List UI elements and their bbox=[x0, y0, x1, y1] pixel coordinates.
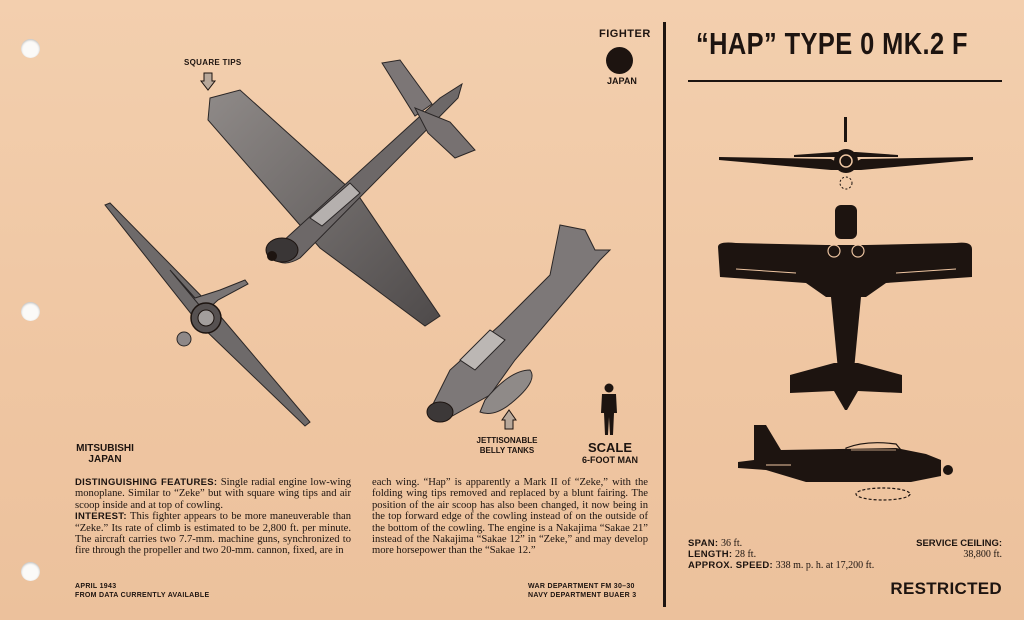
silhouette-side-view bbox=[736, 420, 956, 505]
span-label: SPAN: bbox=[688, 538, 719, 549]
square-tips-label: SQUARE TIPS bbox=[184, 58, 242, 67]
text-column-1 bbox=[75, 477, 351, 557]
text-column-2 bbox=[372, 477, 648, 557]
up-arrow-icon bbox=[500, 408, 518, 430]
title-rule bbox=[688, 80, 1002, 82]
speed-value: 338 m. p. h. at 17,200 ft. bbox=[775, 560, 875, 571]
spec-length bbox=[688, 549, 874, 560]
scale-subtitle: 6-FOOT MAN bbox=[582, 455, 638, 465]
spec-ceiling bbox=[880, 538, 1002, 560]
scale-label bbox=[575, 441, 645, 465]
hinomaru-roundel bbox=[606, 47, 633, 74]
nationality-label: JAPAN bbox=[607, 76, 637, 86]
category-label: FIGHTER bbox=[599, 28, 651, 40]
jettisonable-line: JETTISONABLE bbox=[476, 436, 538, 445]
span-value: 36 ft. bbox=[721, 538, 743, 549]
speed-label: APPROX. SPEED: bbox=[688, 560, 773, 571]
silhouette-plan-view bbox=[716, 205, 976, 415]
footer-source: FROM DATA CURRENTLY AVAILABLE bbox=[75, 592, 210, 599]
length-label: LENGTH: bbox=[688, 549, 733, 560]
spec-block bbox=[688, 538, 874, 571]
plane-photo-front bbox=[100, 200, 320, 430]
footer-left bbox=[75, 582, 209, 600]
footer-date: APRIL 1943 bbox=[75, 583, 117, 590]
classification-stamp: RESTRICTED bbox=[890, 579, 1002, 598]
manufacturer bbox=[75, 443, 135, 465]
interest-heading: INTEREST: bbox=[75, 511, 127, 523]
manufacturer-country: JAPAN bbox=[88, 454, 122, 465]
aircraft-title: “HAP” TYPE 0 MK.2 F bbox=[696, 26, 968, 61]
ceiling-value: 38,800 ft. bbox=[963, 549, 1002, 560]
binder-hole bbox=[21, 562, 40, 581]
ceiling-label: SERVICE CEILING: bbox=[916, 538, 1002, 549]
spec-speed bbox=[688, 560, 874, 571]
distinguishing-heading: DISTINGUISHING FEATURES: bbox=[75, 477, 218, 488]
manufacturer-name: MITSUBISHI bbox=[76, 443, 134, 454]
spec-span bbox=[688, 538, 874, 549]
silhouette-front-view bbox=[716, 115, 976, 195]
column-divider bbox=[663, 22, 666, 607]
binder-hole bbox=[21, 39, 40, 58]
scale-title: SCALE bbox=[587, 440, 633, 455]
belly-tank-label bbox=[476, 436, 538, 456]
scale-man-icon bbox=[598, 383, 620, 437]
interest-text: This fighter appears to be more maneuverable than “Zeke.” Its rate of climb is estimated to be 2,800 ft. per minute. The aircraft carries two 7.7-mm. machine guns, synchronized to fire through the propeller and two 20-mm. cannon, fixed, are in bbox=[75, 511, 351, 557]
footer-war-dept: WAR DEPARTMENT FM 30–30 bbox=[528, 583, 635, 590]
plane-photo-belly-tank bbox=[420, 220, 620, 430]
length-value: 28 ft. bbox=[734, 549, 757, 560]
footer-navy-dept: NAVY DEPARTMENT BUAER 3 bbox=[528, 592, 637, 599]
column-2-text: each wing. “Hap” is apparently a Mark II of “Zeke,” with the folding wing tips removed and replaced by a blunt fairing. The position of the air scoop has also been changed, it now being in the top forward edge of the cowling instead of on the outside of the bottom of the cowling. The engine is a Nakajima “Sakae 21” instead of the Nakajima “Sakae 12” in “Zeke,” and may develop more horsepower than the “Sakae 12.” bbox=[372, 477, 648, 557]
belly-tanks-line: BELLY TANKS bbox=[479, 446, 535, 455]
footer-right bbox=[528, 582, 636, 600]
binder-hole bbox=[21, 302, 40, 321]
distinguishing-text: Single radial engine low-wing monoplane. Similar to “Zeke” but with square wing tips and air scoop inside and at top of cowling. bbox=[75, 477, 351, 511]
